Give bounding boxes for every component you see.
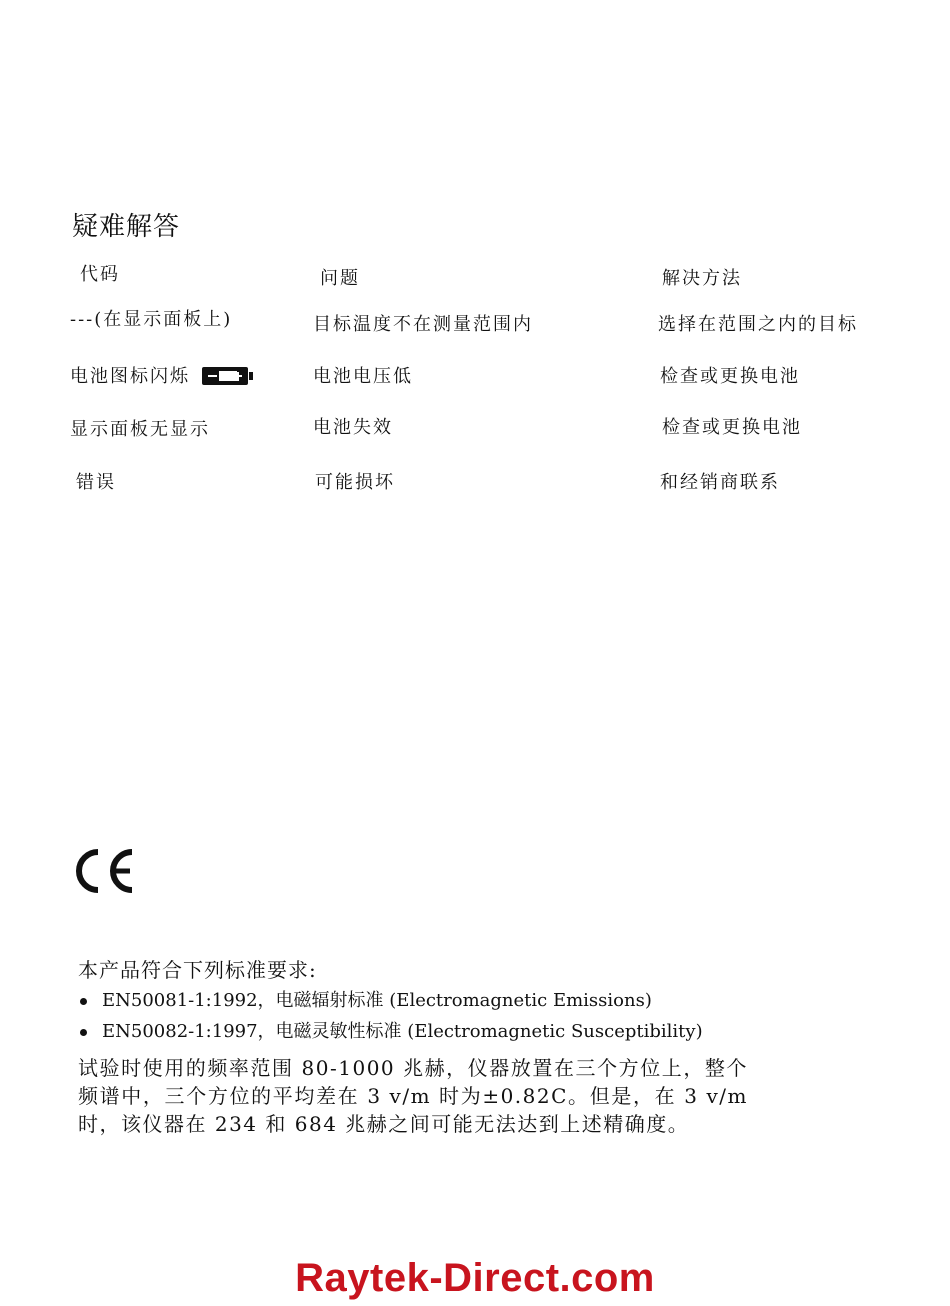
row-1-solution: 选择在范围之内的目标 bbox=[658, 314, 858, 335]
compliance-note: 试验时使用的频率范围 80-1000 兆赫，仪器放置在三个方位上，整个频谱中，三个方位的平均差在 3 v/m 时为±0.82C。但是，在 3 v/m 时，该仪器在 234 和 684 兆赫之间可能无法达到上述精确度。 bbox=[78, 1056, 748, 1136]
header-solution: 解决方法 bbox=[662, 268, 742, 289]
row-4-problem: 可能损坏 bbox=[315, 472, 395, 493]
row-2-solution: 检查或更换电池 bbox=[660, 366, 800, 387]
row-3-problem: 电池失效 bbox=[313, 417, 393, 438]
row-2-code-text: 电池图标闪烁 bbox=[70, 366, 190, 387]
section-title: 疑难解答 bbox=[72, 212, 181, 242]
row-2-problem: 电池电压低 bbox=[313, 366, 413, 387]
header-code: 代码 bbox=[80, 264, 120, 285]
battery-icon bbox=[202, 367, 248, 385]
header-problem: 问题 bbox=[320, 268, 360, 289]
row-3-code: 显示面板无显示 bbox=[70, 419, 210, 440]
row-4-code: 错误 bbox=[76, 472, 116, 493]
standards-list bbox=[78, 985, 703, 1047]
row-1-problem: 目标温度不在测量范围内 bbox=[313, 314, 533, 335]
row-2-code bbox=[70, 362, 248, 388]
ce-mark-icon bbox=[72, 846, 138, 896]
row-4-solution: 和经销商联系 bbox=[660, 472, 780, 493]
standard-item-susceptibility: EN50082-1:1997，电磁灵敏性标准 (Electromagnetic Susceptibility) bbox=[78, 1016, 703, 1047]
row-3-solution: 检查或更换电池 bbox=[662, 417, 802, 438]
row-1-code: ---(在显示面板上) bbox=[70, 309, 233, 330]
compliance-intro: 本产品符合下列标准要求: bbox=[78, 958, 317, 982]
footer-brand: Raytek-Direct.com bbox=[295, 1256, 655, 1300]
standard-item-emissions: EN50081-1:1992，电磁辐射标准 (Electromagnetic Emissions) bbox=[78, 985, 703, 1016]
